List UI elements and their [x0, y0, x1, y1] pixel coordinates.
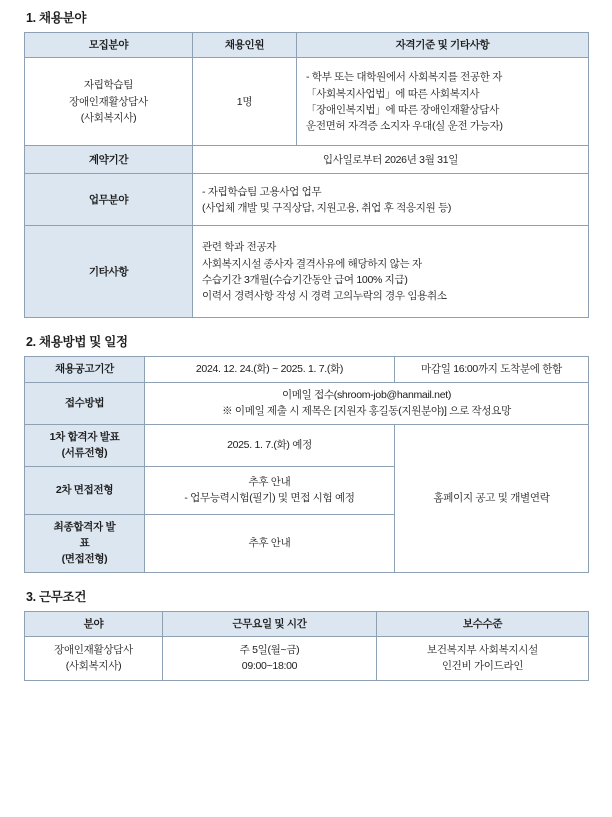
column-header-headcount: 채용인원 — [193, 33, 297, 58]
cell-work-field — [25, 636, 163, 680]
first-result-line-1: 2025. 1. 7.(화) 예정 — [227, 438, 312, 451]
cell-notification-method — [395, 424, 589, 572]
column-header-qualification: 자격기준 및 기타사항 — [297, 33, 589, 58]
column-header-field: 모집분야 — [25, 33, 193, 58]
cell-headcount: 1명 — [193, 58, 297, 146]
first-result-label-line-2: (서류전형) — [61, 447, 108, 460]
row-label-first-result — [25, 424, 145, 466]
schedule-line-2: 09:00~18:00 — [241, 660, 298, 673]
section-title-method: 2. 채용방법 및 일정 — [26, 335, 128, 350]
row-label-submission-method — [25, 382, 145, 424]
etc-line-3: 수습기간 3개월(수습기간동안 급여 100% 지급) — [202, 273, 408, 286]
qualification-line-3: 「장애인복지법」에 따른 장애인재활상담사 — [306, 103, 499, 116]
cell-schedule — [163, 636, 377, 680]
etc-line-1: 관련 학과 전공자 — [202, 241, 277, 254]
cell-second-interview — [145, 466, 395, 514]
pay-line-2: 인건비 가이드라인 — [441, 660, 524, 673]
qualification-line-4: 운전면허 자격증 소지자 우대(실 운전 가능자) — [306, 120, 503, 133]
etc-line-4: 이력서 경력사항 작성 시 경력 고의누락의 경우 임용취소 — [202, 290, 447, 303]
qualification-line-2: 「사회복지사업법」에 따른 사회복지사 — [306, 87, 480, 100]
duty-line-2: (사업체 개발 및 구직상담, 지원고용, 취업 후 적응지원 등) — [202, 201, 452, 214]
cell-duty — [193, 174, 589, 226]
row-label-second-interview — [25, 466, 145, 514]
row-label-duty: 업무분야 — [25, 174, 193, 226]
submission-method-label-line-1: 접수방법 — [64, 396, 105, 409]
table-row — [25, 636, 589, 680]
cell-field-name — [25, 58, 193, 146]
cell-submission-method — [145, 382, 589, 424]
cell-announcement-period — [145, 357, 395, 382]
recruit-method-table — [24, 356, 589, 572]
column-header-work-field: 분야 — [25, 611, 163, 636]
section-title-work-conditions: 3. 근무조건 — [26, 589, 87, 604]
work-field-line-1: 장애인재활상담사 — [54, 644, 133, 657]
column-header-schedule: 근무요일 및 시간 — [163, 611, 377, 636]
table-row — [25, 146, 589, 174]
cell-pay — [377, 636, 589, 680]
section-title-recruit-field: 1. 채용분야 — [26, 11, 87, 25]
final-result-label-line-2: 표 — [79, 536, 90, 549]
cell-final-result — [145, 514, 395, 572]
schedule-line-1: 주 5일(월~금) — [239, 644, 300, 657]
final-result-label-line-1: 최종합격자 발 — [53, 520, 116, 533]
second-interview-line-1: 추후 안내 — [248, 475, 291, 488]
table-header-row — [25, 611, 589, 636]
cell-first-result — [145, 424, 395, 466]
announcement-period-line-1: 2024. 12. 24.(화) ~ 2025. 1. 7.(화) — [195, 363, 344, 376]
field-line-1: 자립학습팀 — [83, 79, 134, 92]
table-row — [25, 424, 589, 466]
row-label-contract-period: 계약기간 — [25, 146, 193, 174]
second-interview-line-2: - 업무능력시험(필기) 및 면접 시험 예정 — [184, 492, 355, 505]
contract-period-line-1: 입사일로부터 2026년 3월 31일 — [322, 153, 459, 166]
announcement-note-line-1: 마감일 16:00까지 도착분에 한함 — [421, 363, 562, 376]
duty-line-1: - 자립학습팀 고용사업 업무 — [202, 185, 322, 198]
announcement-period-label-line-1: 채용공고기간 — [54, 363, 115, 376]
final-result-line-1: 추후 안내 — [248, 536, 291, 549]
table-row — [25, 58, 589, 146]
work-field-line-2: (사회복지사) — [65, 660, 122, 673]
table-row — [25, 382, 589, 424]
table-row — [25, 357, 589, 382]
field-line-3: (사회복지사) — [80, 111, 137, 124]
table-row — [25, 174, 589, 226]
row-label-final-result — [25, 514, 145, 572]
work-conditions-table — [24, 611, 589, 681]
first-result-label-line-1: 1차 합격자 발표 — [49, 430, 120, 443]
cell-qualification — [297, 58, 589, 146]
submission-method-line-1: 이메일 접수(shroom-job@hanmail.net) — [281, 388, 452, 401]
recruit-field-table — [24, 32, 589, 318]
row-label-announcement-period — [25, 357, 145, 382]
final-result-label-line-3: (면접전형) — [61, 553, 108, 566]
column-header-pay: 보수수준 — [377, 611, 589, 636]
second-interview-label-line-1: 2차 면접전형 — [55, 483, 114, 496]
section-spacer-1 — [24, 318, 588, 332]
table-header-row — [25, 33, 589, 58]
row-label-etc: 기타사항 — [25, 226, 193, 318]
cell-contract-period — [193, 146, 589, 174]
table-row — [25, 226, 589, 318]
etc-line-2: 사회복지시설 종사자 결격사유에 해당하지 않는 자 — [202, 257, 422, 270]
pay-line-1: 보건복지부 사회복지시설 — [427, 644, 538, 657]
qualification-line-1: - 학부 또는 대학원에서 사회복지를 전공한 자 — [306, 71, 503, 84]
submission-method-line-2: ※ 이메일 제출 시 제목은 [지원자 홍길동(지원분야)] 으로 작성요망 — [222, 405, 511, 418]
notification-method-line-1: 홈페이지 공고 및 개별연락 — [433, 491, 550, 504]
cell-etc — [193, 226, 589, 318]
section-spacer-2 — [24, 573, 588, 587]
field-line-2: 장애인재활상담사 — [69, 95, 148, 108]
cell-announcement-note — [395, 357, 589, 382]
